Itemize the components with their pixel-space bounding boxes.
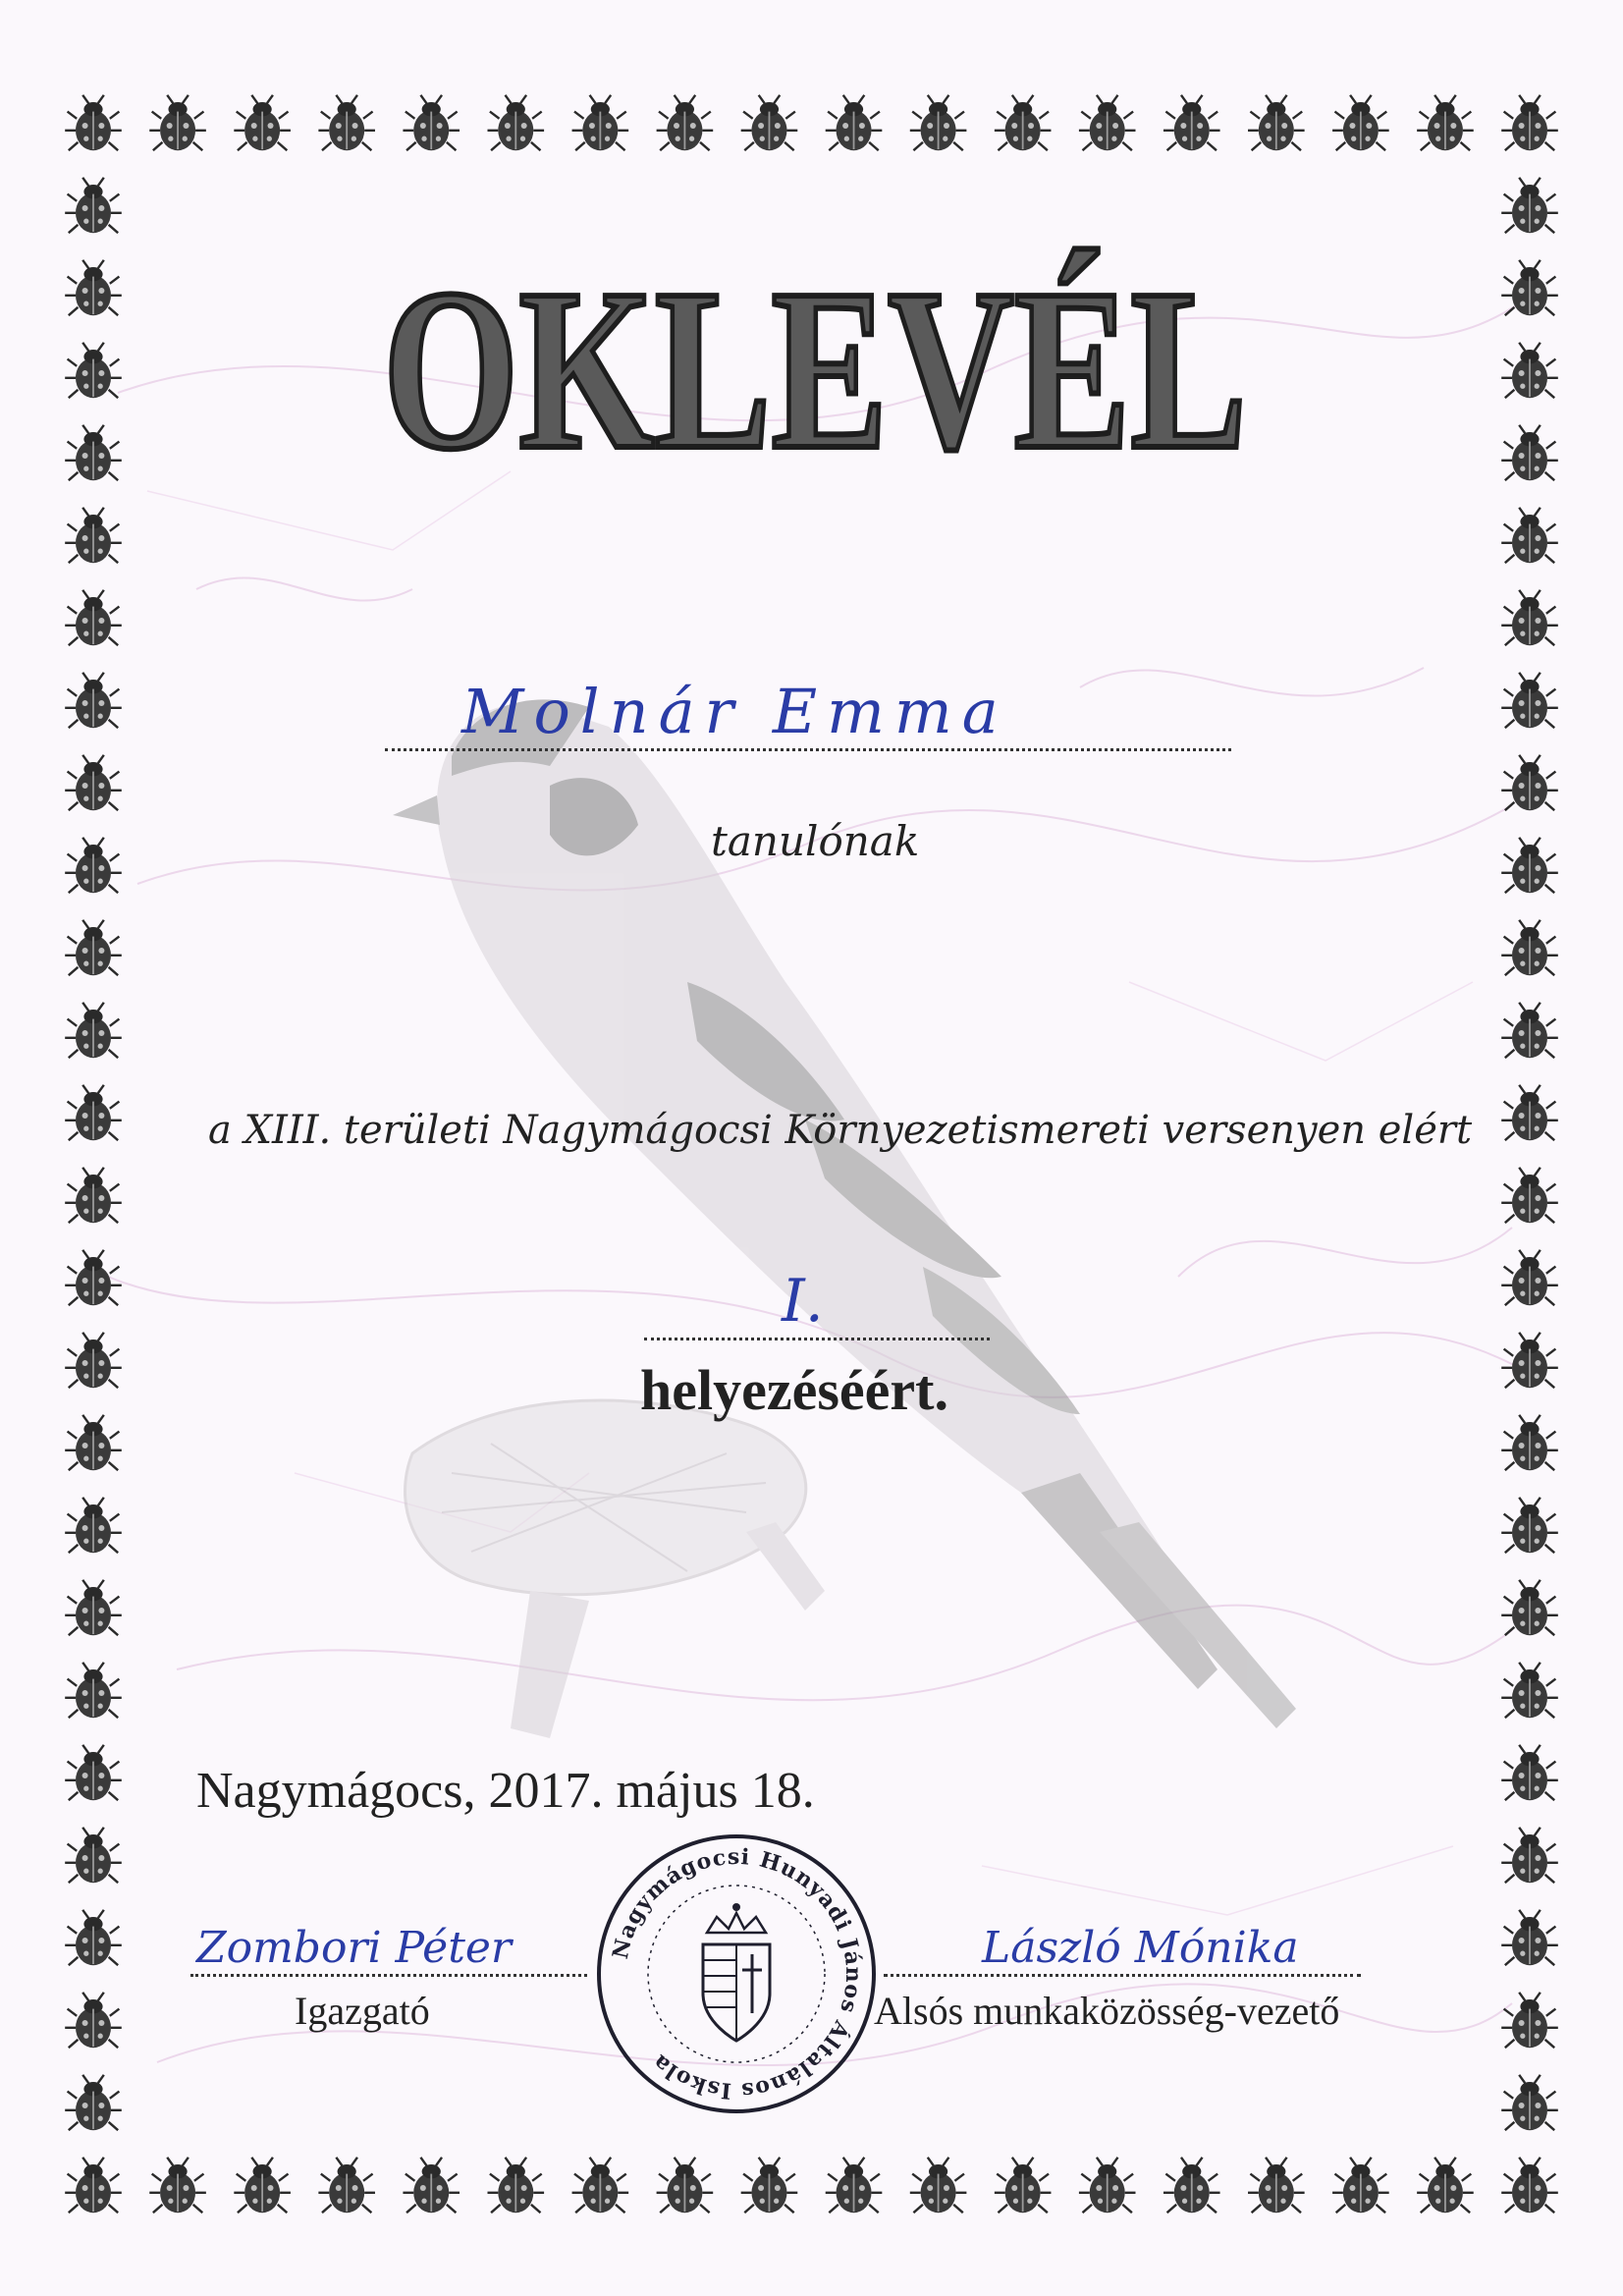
ladybug-icon — [1163, 2158, 1220, 2213]
ladybug-icon — [995, 2158, 1052, 2213]
ladybug-icon — [234, 95, 291, 150]
ladybug-icon — [657, 95, 714, 150]
ladybug-icon — [1163, 95, 1220, 150]
ladybug-icon — [403, 95, 460, 150]
title-block — [363, 236, 1267, 497]
ladybug-icon — [1501, 178, 1558, 233]
ladybug-icon — [1501, 1910, 1558, 1965]
ladybug-icon — [1501, 2075, 1558, 2130]
ladybug-icon — [572, 95, 629, 150]
ladybug-icon — [657, 2158, 714, 2213]
ladybug-icon — [995, 95, 1052, 150]
ladybug-icon — [1332, 2158, 1389, 2213]
ladybug-icon — [1248, 95, 1305, 150]
ladybug-icon — [65, 178, 122, 233]
left-signature-line — [190, 1974, 587, 1977]
ladybug-icon — [1501, 1993, 1558, 2048]
ladybug-icon — [1501, 1663, 1558, 1718]
ladybug-icon — [1501, 2158, 1558, 2213]
ladybug-icon — [65, 260, 122, 315]
ladybug-icon — [65, 95, 122, 150]
ladybug-icon — [1501, 1168, 1558, 1223]
ladybug-icon — [1501, 1250, 1558, 1305]
ladybug-icon — [1417, 2158, 1474, 2213]
ladybug-icon — [741, 95, 798, 150]
ladybug-icon — [65, 2158, 122, 2213]
ladybug-icon — [1501, 95, 1558, 150]
placement-line — [644, 1338, 990, 1340]
ladybug-icon — [572, 2158, 629, 2213]
ladybug-icon — [318, 2158, 375, 2213]
page-title: OKLEVÉL — [383, 242, 1247, 497]
ladybug-icon — [65, 1250, 122, 1305]
ladybug-icon — [1501, 1745, 1558, 1800]
ladybug-icon — [1501, 1498, 1558, 1553]
ladybug-icon — [1501, 1580, 1558, 1635]
ladybug-icon — [65, 838, 122, 893]
ladybug-icon — [910, 95, 967, 150]
ladybug-icon — [1501, 508, 1558, 563]
ladybug-icon — [65, 590, 122, 645]
ladybug-icon — [1501, 260, 1558, 315]
ladybug-icon — [487, 95, 544, 150]
ladybug-icon — [1501, 425, 1558, 480]
ladybug-icon — [910, 2158, 967, 2213]
name-line — [385, 748, 1231, 751]
ladybug-icon — [403, 2158, 460, 2213]
ladybug-icon — [65, 1910, 122, 1965]
ladybug-icon — [1079, 95, 1136, 150]
ladybug-icon — [1501, 1333, 1558, 1388]
ladybug-icon — [826, 95, 883, 150]
ladybug-icon — [65, 425, 122, 480]
ladybug-icon — [65, 755, 122, 810]
place-and-date: Nagymágocs, 2017. május 18. — [196, 1763, 815, 1819]
ladybug-icon — [65, 1993, 122, 2048]
ladybug-icon — [1501, 838, 1558, 893]
left-signature: Zombori Péter — [196, 1923, 512, 1973]
ladybug-icon — [1501, 1085, 1558, 1140]
left-signature-role: Igazgató — [295, 1989, 430, 2033]
right-signature-role: Alsós munkaközösség-vezető — [874, 1989, 1340, 2033]
coat-of-arms-icon — [703, 1903, 770, 2041]
ladybug-icon — [65, 1745, 122, 1800]
ladybug-icon — [487, 2158, 544, 2213]
ladybug-icon — [1079, 2158, 1136, 2213]
ladybug-icon — [1501, 343, 1558, 398]
ladybug-icon — [1248, 2158, 1305, 2213]
ladybug-icon — [1332, 95, 1389, 150]
ladybug-icon — [1417, 95, 1474, 150]
contest-text: a XIII. területi Nagymágocsi Környezetismereti versenyen elért — [208, 1108, 1473, 1153]
ladybug-icon — [65, 1498, 122, 1553]
stamp-text: Nagymágocsi Hunyadi János Általános Iskola — [607, 1843, 867, 2105]
ladybug-icon — [65, 1085, 122, 1140]
ladybug-icon — [65, 343, 122, 398]
recipient-name: Molnár Emma — [461, 676, 1008, 747]
ladybug-icon — [149, 2158, 206, 2213]
ladybug-icon — [1501, 673, 1558, 728]
placement-label: helyezéséért. — [640, 1358, 948, 1422]
ladybug-icon — [65, 1828, 122, 1883]
ladybug-icon — [1501, 1003, 1558, 1058]
ladybug-icon — [741, 2158, 798, 2213]
ladybug-icon — [1501, 1415, 1558, 1470]
ladybug-icon — [65, 1168, 122, 1223]
ladybug-icon — [65, 2075, 122, 2130]
ladybug-icon — [1501, 590, 1558, 645]
recipient-label: tanulónak — [711, 817, 920, 865]
ladybug-icon — [65, 920, 122, 975]
ladybug-icon — [1501, 755, 1558, 810]
ladybug-icon — [149, 95, 206, 150]
ladybug-icon — [65, 1580, 122, 1635]
ladybug-icon — [1501, 1828, 1558, 1883]
right-signature-line — [884, 1974, 1361, 1977]
school-stamp — [589, 1827, 884, 2121]
ladybug-icon — [318, 95, 375, 150]
right-signature: László Mónika — [982, 1923, 1299, 1973]
ladybug-icon — [65, 1333, 122, 1388]
ladybug-icon — [65, 508, 122, 563]
ladybug-icon — [65, 1003, 122, 1058]
placement-value: I. — [782, 1267, 824, 1336]
ladybug-icon — [1501, 920, 1558, 975]
ladybug-icon — [65, 1415, 122, 1470]
ladybug-icon — [826, 2158, 883, 2213]
ladybug-icon — [65, 673, 122, 728]
ladybug-icon — [65, 1663, 122, 1718]
ladybug-icon — [234, 2158, 291, 2213]
